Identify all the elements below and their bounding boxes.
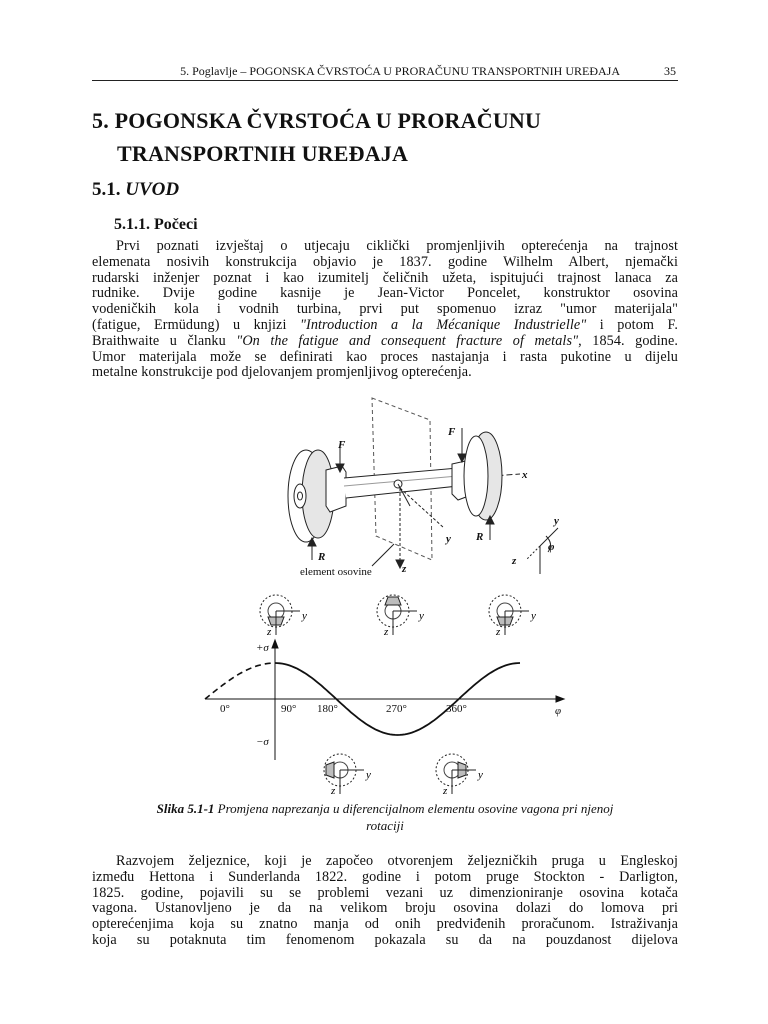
chapter-title-line2: TRANSPORTNIH UREĐAJA xyxy=(117,141,409,166)
cross-sections xyxy=(260,595,536,797)
subsection-title: 5.1.1. Počeci xyxy=(114,216,198,233)
cross-section xyxy=(260,595,307,638)
label-x: x xyxy=(522,469,528,481)
text-line: metalne konstrukcije pod djelovanjem promjenljivog opterećenja. xyxy=(92,365,472,381)
label-plus-sigma: +σ xyxy=(256,642,269,654)
label-phi-axis: φ xyxy=(555,705,562,717)
caption-text-line2: rotaciji xyxy=(366,818,404,833)
cross-section xyxy=(324,754,371,797)
axle-drawing xyxy=(288,398,558,574)
tick-270: 270° xyxy=(386,703,407,715)
figure-caption xyxy=(92,800,678,834)
tick-90: 90° xyxy=(281,703,297,715)
label-triad-phi: φ xyxy=(548,541,555,553)
caption-label: Slika 5.1-1 xyxy=(156,801,215,816)
cs-label-y: y xyxy=(478,769,483,781)
text-line: Umor materijala može se definirati kao proces nastajanja i rasta pukotine u dijelu xyxy=(92,349,678,365)
cs-label-y: y xyxy=(302,610,307,622)
stress-curve-dashed xyxy=(205,663,275,699)
phi-axis-head xyxy=(556,696,564,702)
tick-180: 180° xyxy=(317,703,338,715)
chapter-title-line1: 5. POGONSKA ČVRSTOĆA U PRORAČUNU xyxy=(92,108,542,133)
cs-label-z: z xyxy=(331,785,336,797)
left-bearing xyxy=(326,466,346,512)
cs-label-z: z xyxy=(384,626,389,638)
label-F-left: F xyxy=(338,439,346,451)
section-number: 5.1. xyxy=(92,179,121,200)
left-wheel-center xyxy=(298,492,303,500)
label-y-axle: y xyxy=(446,533,451,545)
paragraph-railway xyxy=(92,854,678,949)
caption-text: Promjena naprezanja u diferencijalnom elementu osovine vagona pri njenoj xyxy=(214,801,614,816)
cs-label-z: z xyxy=(496,626,501,638)
label-triad-y: y xyxy=(554,515,559,527)
label-z-axle: z xyxy=(402,563,407,575)
tick-0: 0° xyxy=(220,703,230,715)
cs-label-y: y xyxy=(419,610,424,622)
label-R-right: R xyxy=(476,531,484,543)
text-line: (fatigue, Ermüdung) u knjizi "Introduction a la Mécanique Industrielle" i potom F. xyxy=(92,317,678,333)
cs-label-y: y xyxy=(531,610,536,622)
stress-labels xyxy=(220,642,561,748)
text-line: Prvi poznati izvještaj o utjecaju ciklički promjenljivih opterećenja na trajnost xyxy=(116,239,678,254)
cs-label-z: z xyxy=(443,785,448,797)
text-line: elemenata nosivih konstrukcija objavio je 1837. godine Wilhelm Albert, njemački xyxy=(92,254,678,270)
label-minus-sigma: −σ xyxy=(256,736,269,748)
section-name: UVOD xyxy=(125,179,180,200)
cross-section xyxy=(489,595,536,638)
cross-section xyxy=(436,754,483,797)
y-axis-line xyxy=(400,488,444,528)
running-title: 5. Poglavlje – POGONSKA ČVRSTOĆA U PRORAČUNU TRANSPORTNIH UREĐAJA xyxy=(180,64,620,78)
text-line: 1825. godine, pojavili su se problemi vezani uz dimenzioniranje osovina kotača xyxy=(92,885,678,901)
page-number: 35 xyxy=(664,64,676,78)
cross-section xyxy=(377,595,424,638)
article-title: "On the fatigue and consequent fracture of metals" xyxy=(236,333,579,349)
tick-360: 360° xyxy=(446,703,467,715)
label-triad-z: z xyxy=(512,555,517,567)
label-R-left: R xyxy=(318,551,326,563)
text-line: vodeničkih kola i vodnih turbina, prvi put spomenuo izraz "umor materijala" xyxy=(92,302,678,318)
stressed-element xyxy=(385,597,401,605)
text-line: koja su potaknuta tim fenomenom pokazala su da na pouzdanost dijelova xyxy=(92,932,678,948)
text-line: Razvojem željeznice, koji je započeo otvorenjem željezničkih pruga u Engleskoj xyxy=(116,854,678,869)
cs-label-y: y xyxy=(366,769,371,781)
text-line: rudarski inženjer poznat i kao izumitelj čeličnih užeta, ispitujući trajnost lanaca za xyxy=(92,270,678,286)
triad-y-dash xyxy=(526,546,540,560)
text-line: opterećenjima koja su znatno manja od onih predviđenih proračunom. Istraživanja xyxy=(92,917,678,933)
stressed-element xyxy=(326,762,334,778)
text-line: Braithwaite u članku "On the fatigue and consequent fracture of metals", 1854. godine. xyxy=(92,333,678,349)
right-wheel-outer xyxy=(464,436,488,516)
element-label-leader xyxy=(372,544,394,566)
text-line: između Hettona i Sunderlanda 1822. godine i potom pruge Stockton - Darligton, xyxy=(92,869,678,885)
label-F-right: F xyxy=(448,426,456,438)
sigma-axis-head xyxy=(272,640,278,648)
label-element: element osovine xyxy=(300,566,372,578)
cs-label-z: z xyxy=(267,626,272,638)
text-line: vagona. Ustanovljeno je da na velikom broju osovina dolazi do lomova pri xyxy=(92,901,678,917)
text-line: rudnike. Dvije godine kasnije je Jean-Victor Poncelet, konstruktor osovina xyxy=(92,286,678,302)
book-title: "Introduction a la Mécanique Industrielle" xyxy=(299,317,587,333)
